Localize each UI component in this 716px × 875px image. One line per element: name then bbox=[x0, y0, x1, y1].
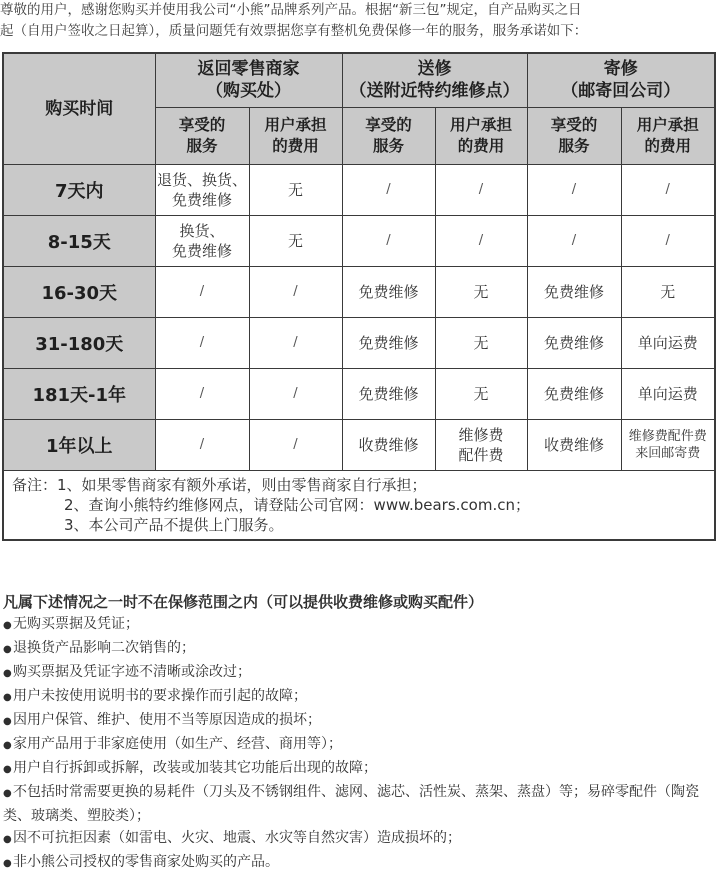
bullet-icon: ● bbox=[3, 858, 12, 869]
header-text: 用户承担 bbox=[264, 115, 327, 134]
cell-line: 配件费 bbox=[458, 445, 504, 464]
cell-line: 换货、 bbox=[179, 221, 225, 240]
period-cell: 8-15天 bbox=[3, 215, 155, 266]
retail-service-cell: / bbox=[155, 419, 249, 470]
exclusion-item bbox=[3, 757, 715, 781]
header-text: 用户承担 bbox=[636, 115, 699, 134]
mail-fee-cell: 无 bbox=[621, 266, 715, 317]
exclusions-title: 凡属下述情况之一时不在保修范围之内（可以提供收费维修或购买配件） bbox=[3, 593, 484, 611]
retail-fee-cell: 无 bbox=[249, 164, 342, 215]
table-row bbox=[3, 317, 715, 368]
header-text: 的费用 bbox=[644, 136, 691, 155]
mail-service-header bbox=[527, 107, 621, 164]
mail-fee-cell: 单向运费 bbox=[621, 317, 715, 368]
header-text: 享受的 bbox=[178, 115, 226, 134]
mail-service-cell: / bbox=[527, 164, 621, 215]
mail-fee-cell bbox=[621, 419, 715, 470]
period-cell: 7天内 bbox=[3, 164, 155, 215]
retail-service-header bbox=[155, 107, 249, 164]
header-text: 服务 bbox=[186, 136, 218, 155]
intro-paragraph bbox=[0, 0, 716, 42]
bullet-icon: ● bbox=[3, 620, 12, 631]
exclusion-item bbox=[3, 613, 715, 637]
intro-line-1: 尊敬的用户，感谢您购买并使用我公司“小熊”品牌系列产品。根据“新三包”规定，自产品购买之日 bbox=[0, 2, 582, 18]
exclusion-text: 用户未按使用说明书的要求操作而引起的故障； bbox=[13, 688, 307, 704]
cell-line: 维修费配件费 bbox=[628, 428, 707, 444]
retail-fee-cell: 无 bbox=[249, 215, 342, 266]
exclusion-text: 无购买票据及凭证； bbox=[13, 616, 139, 632]
bullet-icon: ● bbox=[3, 716, 12, 727]
repair-service-cell: 收费维修 bbox=[342, 419, 435, 470]
cell-line: 免费维修 bbox=[171, 190, 232, 209]
repair-fee-cell: / bbox=[435, 164, 527, 215]
bullet-icon: ● bbox=[3, 788, 12, 799]
retail-service-cell: / bbox=[155, 317, 249, 368]
retail-service-cell: / bbox=[155, 368, 249, 419]
header-text: 用户承担 bbox=[449, 115, 512, 134]
mail-service-cell: 收费维修 bbox=[527, 419, 621, 470]
header-text: 的费用 bbox=[272, 136, 319, 155]
mail-fee-cell: / bbox=[621, 164, 715, 215]
header-text: 的费用 bbox=[457, 136, 505, 155]
retail-service-cell bbox=[155, 215, 249, 266]
exclusion-item bbox=[3, 781, 715, 827]
cell-line: 来回邮寄费 bbox=[635, 445, 701, 461]
mail-group-subtitle: （邮寄回公司） bbox=[561, 81, 681, 102]
mail-service-cell: 免费维修 bbox=[527, 368, 621, 419]
exclusion-item bbox=[3, 685, 715, 709]
cell-line: 退货、换货、 bbox=[156, 170, 247, 189]
bullet-icon: ● bbox=[3, 644, 12, 655]
bullet-icon: ● bbox=[3, 834, 12, 845]
repair-fee-header bbox=[435, 107, 527, 164]
period-cell: 181天-1年 bbox=[3, 368, 155, 419]
repair-fee-cell: 无 bbox=[435, 317, 527, 368]
header-text: 服务 bbox=[558, 136, 590, 155]
exclusion-text: 购买票据及凭证字迹不清晰或涂改过； bbox=[13, 664, 251, 680]
intro-line-2: 起（自用户签收之日起算），质量问题凭有效票据您享有整机免费保修一年的服务，服务承诺如下： bbox=[0, 23, 588, 39]
cell-line: 免费维修 bbox=[171, 241, 232, 260]
period-cell: 1年以上 bbox=[3, 419, 155, 470]
repair-service-cell: 免费维修 bbox=[342, 317, 435, 368]
bullet-icon: ● bbox=[3, 692, 12, 703]
exclusion-text: 不包括时常需要更换的易耗件（刀头及不锈钢组件、滤网、滤芯、活性炭、蒸架、蒸盘）等；易碎零配件（陶瓷类、玻璃类、塑胶类）； bbox=[3, 784, 699, 824]
repair-group-subtitle: （送附近特约维修点） bbox=[349, 81, 520, 102]
table-body bbox=[3, 164, 715, 470]
exclusion-text: 退换货产品影响二次销售的； bbox=[13, 640, 195, 656]
exclusion-item bbox=[3, 661, 715, 685]
retail-service-cell: / bbox=[155, 266, 249, 317]
repair-service-header bbox=[342, 107, 435, 164]
table-notes bbox=[3, 470, 715, 540]
repair-service-cell: 免费维修 bbox=[342, 368, 435, 419]
mail-group-header bbox=[527, 53, 715, 107]
retail-fee-cell: / bbox=[249, 317, 342, 368]
exclusions-list bbox=[3, 613, 715, 875]
retail-fee-cell: / bbox=[249, 266, 342, 317]
note-3: 3、本公司产品不提供上门服务。 bbox=[64, 515, 284, 534]
exclusion-item bbox=[3, 851, 715, 875]
note-1: 备注：1、如果零售商家有额外承诺，则由零售商家自行承担； bbox=[12, 475, 427, 494]
warranty-table bbox=[2, 52, 716, 541]
table-row bbox=[3, 419, 715, 470]
exclusion-text: 家用产品用于非家庭使用（如生产、经营、商用等）； bbox=[13, 736, 342, 752]
bullet-icon: ● bbox=[3, 668, 12, 679]
exclusion-text: 因不可抗拒因素（如雷电、火灾、地震、水灾等自然灾害）造成损坏的； bbox=[13, 830, 461, 846]
repair-fee-cell: 无 bbox=[435, 266, 527, 317]
repair-group-title: 送修 bbox=[417, 59, 452, 80]
exclusion-item bbox=[3, 637, 715, 661]
exclusion-text: 用户自行拆卸或拆解，改装或加装其它功能后出现的故障； bbox=[13, 760, 377, 776]
retail-fee-cell: / bbox=[249, 368, 342, 419]
exclusion-item bbox=[3, 827, 715, 851]
retail-group-header bbox=[155, 53, 342, 107]
exclusion-item bbox=[3, 733, 715, 757]
repair-fee-cell bbox=[435, 419, 527, 470]
retail-group-subtitle: （购买处） bbox=[206, 81, 291, 102]
table-row bbox=[3, 368, 715, 419]
mail-fee-header bbox=[621, 107, 715, 164]
retail-fee-header bbox=[249, 107, 342, 164]
retail-fee-cell: / bbox=[249, 419, 342, 470]
mail-group-title: 寄修 bbox=[603, 59, 638, 80]
bullet-icon: ● bbox=[3, 764, 12, 775]
mail-fee-cell: 单向运费 bbox=[621, 368, 715, 419]
header-text: 享受的 bbox=[550, 115, 598, 134]
bullet-icon: ● bbox=[3, 740, 12, 751]
note-2: 2、查询小熊特约维修网点，请登陆公司官网：www.bears.com.cn； bbox=[64, 495, 530, 514]
period-cell: 16-30天 bbox=[3, 266, 155, 317]
retail-service-cell bbox=[155, 164, 249, 215]
repair-service-cell: 免费维修 bbox=[342, 266, 435, 317]
retail-group-title: 返回零售商家 bbox=[197, 59, 300, 80]
mail-service-cell: 免费维修 bbox=[527, 266, 621, 317]
table-row bbox=[3, 164, 715, 215]
header-text: 享受的 bbox=[365, 115, 412, 134]
mail-fee-cell: / bbox=[621, 215, 715, 266]
header-text: 服务 bbox=[372, 136, 404, 155]
repair-fee-cell: / bbox=[435, 215, 527, 266]
purchase-time-header: 购买时间 bbox=[3, 53, 155, 164]
repair-fee-cell: 无 bbox=[435, 368, 527, 419]
period-cell: 31-180天 bbox=[3, 317, 155, 368]
table-row bbox=[3, 266, 715, 317]
table-row bbox=[3, 215, 715, 266]
cell-line: 维修费 bbox=[458, 425, 504, 444]
mail-service-cell: / bbox=[527, 215, 621, 266]
exclusion-text: 非小熊公司授权的零售商家处购买的产品。 bbox=[13, 854, 279, 870]
repair-group-header bbox=[342, 53, 527, 107]
mail-service-cell: 免费维修 bbox=[527, 317, 621, 368]
exclusions-section bbox=[3, 591, 715, 875]
exclusion-item bbox=[3, 709, 715, 733]
repair-service-cell: / bbox=[342, 215, 435, 266]
exclusion-text: 因用户保管、维护、使用不当等原因造成的损坏； bbox=[13, 712, 321, 728]
repair-service-cell: / bbox=[342, 164, 435, 215]
